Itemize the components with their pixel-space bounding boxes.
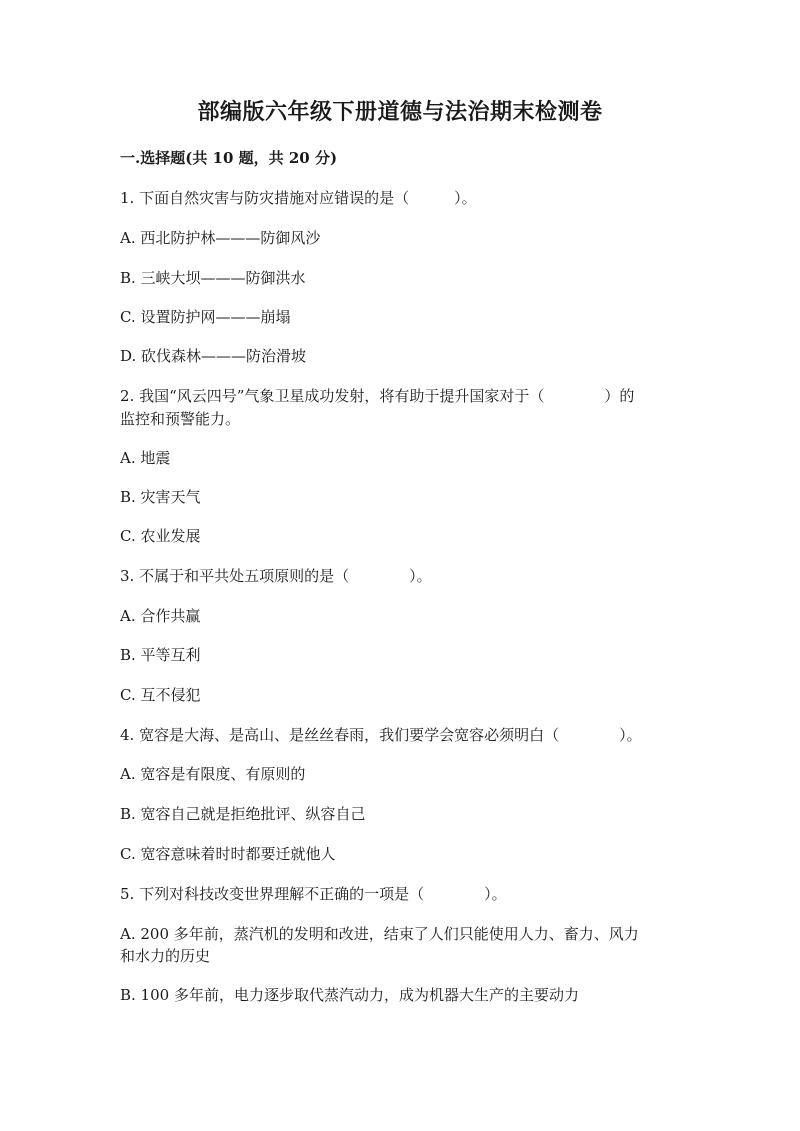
- question-2-option-c: C. 农业发展: [120, 527, 201, 545]
- question-2-stem-line-1: 2. 我国“风云四号”气象卫星成功发射，将有助于提升国家对于（ ）的: [120, 387, 635, 405]
- question-4-option-c: C. 宽容意味着时时都要迁就他人: [120, 845, 336, 863]
- question-2-option-a: A. 地震: [120, 449, 171, 467]
- section-heading: 一.选择题(共 10 题，共 20 分): [120, 149, 338, 167]
- question-5-option-b: B. 100 多年前，电力逐步取代蒸汽动力，成为机器大生产的主要动力: [120, 986, 579, 1004]
- question-4-option-a: A. 宽容是有限度、有原则的: [120, 765, 306, 783]
- question-4-stem: 4. 宽容是大海、是高山、是丝丝春雨，我们要学会宽容必须明白（ ）。: [120, 726, 642, 744]
- question-2-option-b: B. 灾害天气: [120, 488, 201, 506]
- question-1-option-c: C. 设置防护网———崩塌: [120, 308, 291, 326]
- question-4-option-b: B. 宽容自己就是拒绝批评、纵容自己: [120, 805, 366, 823]
- question-1-stem: 1. 下面自然灾害与防灾措施对应错误的是（ ）。: [120, 189, 477, 207]
- question-5-option-a-line-1: A. 200 多年前，蒸汽机的发明和改进，结束了人们只能使用人力、畜力、风力: [120, 925, 639, 943]
- question-1-option-a: A. 西北防护林———防御风沙: [120, 229, 321, 247]
- question-3-option-b: B. 平等互利: [120, 646, 201, 664]
- question-1-option-d: D. 砍伐森林———防治滑坡: [120, 347, 307, 365]
- question-5-option-a-line-2: 和水力的历史: [120, 947, 211, 965]
- page-title: 部编版六年级下册道德与法治期末检测卷: [197, 99, 603, 125]
- question-3-option-c: C. 互不侵犯: [120, 686, 201, 704]
- question-1-option-b: B. 三峡大坝———防御洪水: [120, 269, 306, 287]
- question-5-stem: 5. 下列对科技改变世界理解不正确的一项是（ ）。: [120, 885, 507, 903]
- question-3-stem: 3. 不属于和平共处五项原则的是（ ）。: [120, 567, 432, 585]
- question-2-stem-line-2: 监控和预警能力。: [120, 410, 241, 428]
- question-3-option-a: A. 合作共赢: [120, 607, 201, 625]
